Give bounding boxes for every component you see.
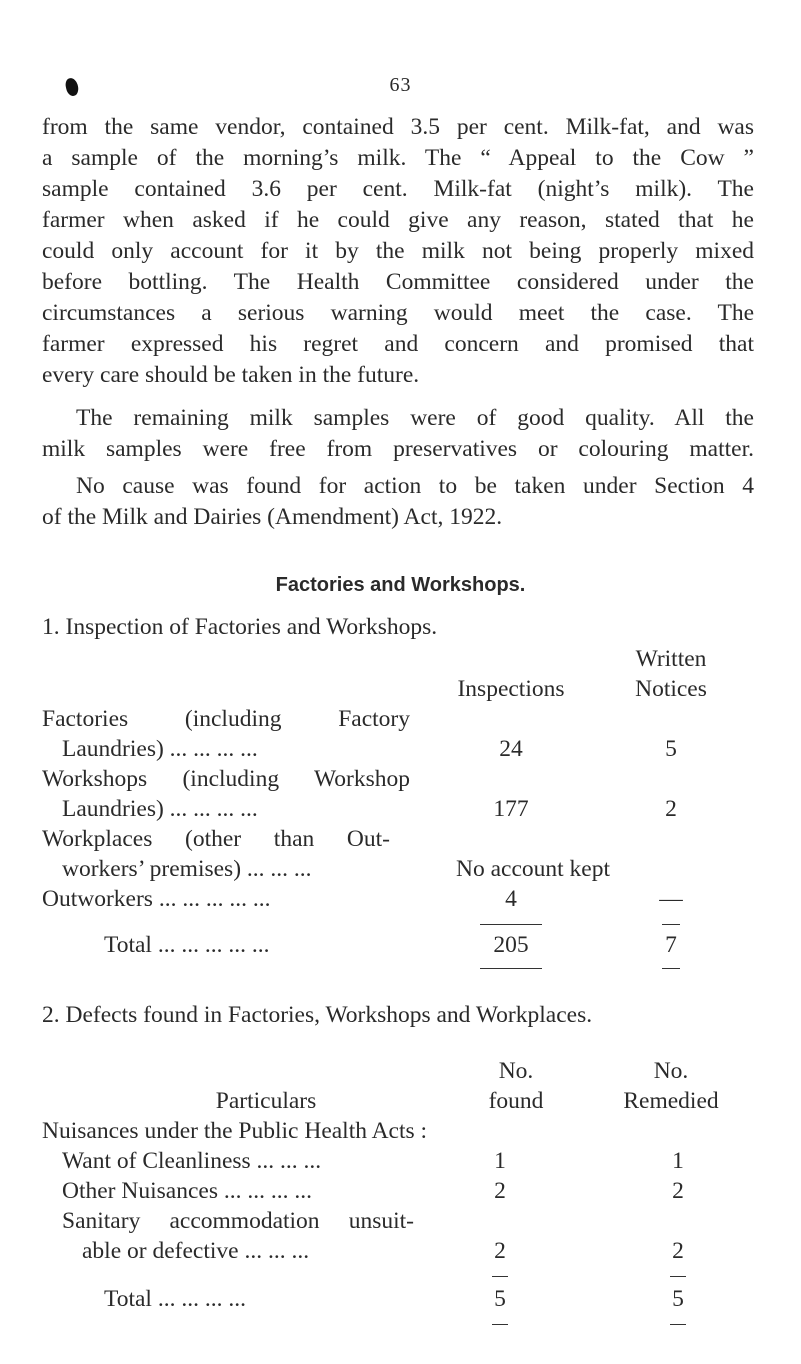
table2-rule [670, 1324, 686, 1325]
table1-total-notices: 7 [665, 932, 677, 958]
table2-col-found: found [488, 1088, 544, 1114]
table2-cell-remedied: 2 [672, 1178, 684, 1204]
text-line: every care should be taken in the future. [42, 362, 420, 388]
text-line: from the same vendor, contained 3.5 per cent. Milk-fat, and was [42, 114, 754, 140]
text-line: No cause was found for action to be taken under Section 4 [76, 473, 754, 499]
table2-cell-found: 2 [494, 1238, 506, 1264]
table1-cell-notices: — [659, 886, 683, 912]
table1-row-label: Workplaces (other than Out- [42, 826, 390, 852]
table1-total-label: Total ... ... ... ... ... [104, 932, 270, 958]
table2-row-label: Other Nuisances ... ... ... ... [62, 1178, 312, 1204]
table2-rule [492, 1324, 508, 1325]
paragraph-remaining-samples [42, 403, 754, 465]
table2-cell-remedied: 2 [672, 1238, 684, 1264]
text-line: of the Milk and Dairies (Amendment) Act, 1922. [42, 504, 503, 530]
table1-cell-inspections: 177 [493, 796, 529, 822]
table2-cell-found: 2 [494, 1178, 506, 1204]
table2-col-remedied: No. [653, 1058, 689, 1084]
table1-row-label: Factories (including Factory [42, 706, 410, 732]
table2-row-label: able or defective ... ... ... [82, 1238, 310, 1264]
table2-col-remedied: Remedied [623, 1088, 719, 1114]
text-line: a sample of the morning’s milk. The “ Appeal to the Cow ” [42, 145, 754, 171]
text-line: milk samples were free from preservatives or colouring matter. [42, 436, 754, 462]
paragraph-no-action [42, 471, 754, 533]
text-line: The remaining milk samples were of good quality. All the [76, 405, 754, 431]
text-line: circumstances a serious warning would meet the case. The [42, 300, 754, 326]
table1-cell-notices: 5 [665, 736, 677, 762]
table1-cell-inspections: 24 [499, 736, 523, 762]
table2-cell-found: 1 [494, 1148, 506, 1174]
table1-rule [662, 968, 680, 969]
table1-cell-no-account: No account kept [456, 856, 611, 882]
table2-group-label: Nuisances under the Public Health Acts : [42, 1118, 428, 1144]
text-line: farmer when asked if he could give any reason, stated that he [42, 207, 754, 233]
table1-row-label: Laundries) ... ... ... ... [62, 796, 258, 822]
table1-col-written: Written [635, 646, 707, 672]
table1-col-inspections: Inspections [457, 676, 565, 702]
table1-rule [480, 968, 542, 969]
table1-title: 1. Inspection of Factories and Workshops. [42, 614, 438, 640]
table1-total-inspections: 205 [493, 932, 529, 958]
table2-col-found: No. [498, 1058, 534, 1084]
table2-rule [670, 1276, 686, 1277]
table2-total-remedied: 5 [672, 1286, 684, 1312]
table1-rule [662, 924, 680, 925]
text-line: farmer expressed his regret and concern and promised that [42, 331, 754, 357]
table1-row-label: Outworkers ... ... ... ... ... [42, 886, 271, 912]
table2-cell-remedied: 1 [672, 1148, 684, 1174]
table2-row-label: Sanitary accommodation unsuit- [62, 1208, 414, 1234]
table2-title: 2. Defects found in Factories, Workshops and Workplaces. [42, 1002, 593, 1028]
section-heading: Factories and Workshops. [275, 574, 526, 596]
table1-row-label: Workshops (including Workshop [42, 766, 410, 792]
table2-row-label: Want of Cleanliness ... ... ... [62, 1148, 322, 1174]
text-line: before bottling. The Health Committee considered under the [42, 269, 754, 295]
table2-total-found: 5 [494, 1286, 506, 1312]
text-line: sample contained 3.6 per cent. Milk-fat (night’s milk). The [42, 176, 754, 202]
table1-col-notices: Notices [635, 676, 707, 702]
table2-total-label: Total ... ... ... ... [104, 1286, 246, 1312]
page-number: 63 [389, 74, 412, 96]
text-line: could only account for it by the milk not being properly mixed [42, 238, 754, 264]
table1-row-label: workers’ premises) ... ... ... [62, 856, 312, 882]
paragraph-milk-sample [42, 112, 754, 391]
table1-cell-notices: 2 [665, 796, 677, 822]
table1-rule [480, 924, 542, 925]
table2-col-particulars: Particulars [215, 1088, 317, 1114]
table1-row-label: Laundries) ... ... ... ... [62, 736, 258, 762]
table2-rule [492, 1276, 508, 1277]
table1-cell-inspections: 4 [505, 886, 517, 912]
